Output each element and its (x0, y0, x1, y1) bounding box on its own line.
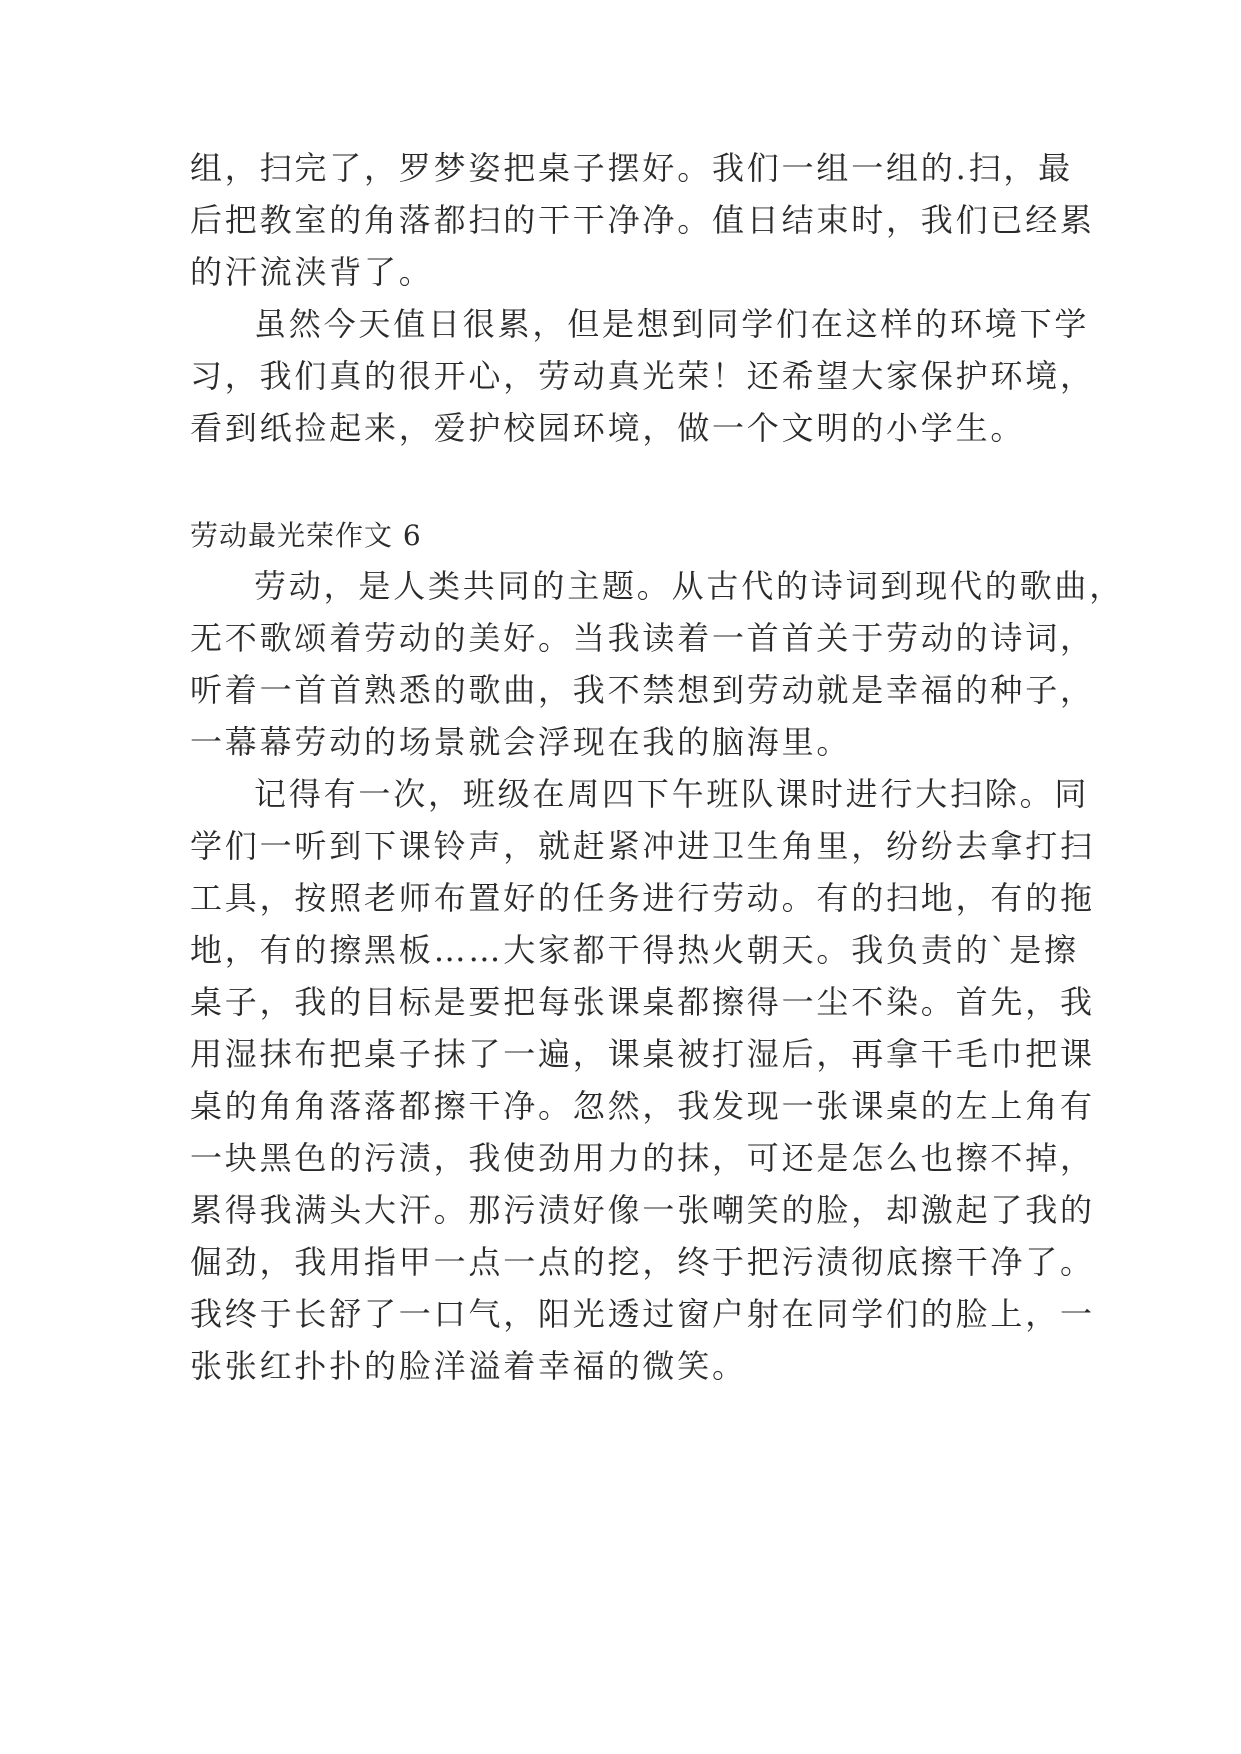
paragraph-line: 桌子，我的目标是要把每张课桌都擦得一尘不染。首先，我 (190, 983, 1095, 1021)
paragraph-line: 听着一首首熟悉的歌曲，我不禁想到劳动就是幸福的种子， (190, 671, 1095, 709)
paragraph-line: 我终于长舒了一口气，阳光透过窗户射在同学们的脸上，一 (190, 1295, 1095, 1333)
paragraph-line: 后把教室的角落都扫的干干净净。值日结束时，我们已经累 (190, 201, 1095, 239)
paragraph-line: 学们一听到下课铃声，就赶紧冲进卫生角里，纷纷去拿打扫 (190, 827, 1095, 865)
paragraph-line: 的汗流浃背了。 (190, 253, 434, 291)
paragraph-line: 一幕幕劳动的场景就会浮现在我的脑海里。 (190, 723, 852, 761)
paragraph-line: 看到纸捡起来，爱护校园环境，做一个文明的小学生。 (190, 409, 1026, 447)
paragraph-line: 虽然今天值日很累，但是想到同学们在这样的环境下学 (254, 305, 1090, 343)
paragraph-line: 记得有一次，班级在周四下午班队课时进行大扫除。同 (254, 775, 1090, 813)
paragraph-line: 习，我们真的很开心，劳动真光荣！还希望大家保护环境， (190, 357, 1095, 395)
paragraph-line: 桌的角角落落都擦干净。忽然，我发现一张课桌的左上角有 (190, 1087, 1095, 1125)
paragraph-line: 劳动，是人类共同的主题。从古代的诗词到现代的歌曲， (254, 567, 1125, 605)
paragraph-line: 累得我满头大汗。那污渍好像一张嘲笑的脸，却激起了我的 (190, 1191, 1095, 1229)
paragraph-line: 倔劲，我用指甲一点一点的挖，终于把污渍彻底擦干净了。 (190, 1243, 1095, 1281)
paragraph-line: 组，扫完了，罗梦姿把桌子摆好。我们一组一组的.扫，最 (190, 149, 1073, 187)
paragraph-line: 地，有的擦黑板……大家都干得热火朝天。我负责的`是擦 (190, 931, 1079, 969)
paragraph-line: 工具，按照老师布置好的任务进行劳动。有的扫地，有的拖 (190, 879, 1095, 917)
paragraph-line: 张张红扑扑的脸洋溢着幸福的微笑。 (190, 1347, 747, 1385)
paragraph-line: 用湿抹布把桌子抹了一遍，课桌被打湿后，再拿干毛巾把课 (190, 1035, 1095, 1073)
paragraph-line: 无不歌颂着劳动的美好。当我读着一首首关于劳动的诗词， (190, 619, 1095, 657)
section-title: 劳动最光荣作文 6 (190, 519, 422, 552)
paragraph-line: 一块黑色的污渍，我使劲用力的抹，可还是怎么也擦不掉， (190, 1139, 1095, 1177)
